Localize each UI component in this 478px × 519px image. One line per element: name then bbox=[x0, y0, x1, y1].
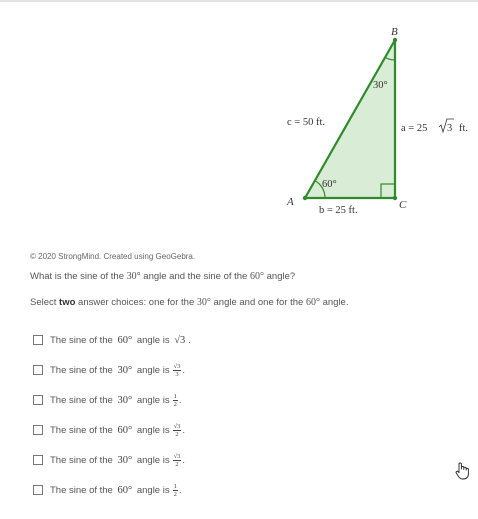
side-c-label: c = 50 ft. bbox=[287, 117, 325, 128]
vertex-c-label: C bbox=[399, 199, 407, 211]
choice-2-angle: 30° bbox=[117, 364, 133, 376]
instruction-text bbox=[30, 297, 348, 308]
choice-1-mid: angle is bbox=[136, 334, 170, 346]
choice-4-numerator: √3 bbox=[173, 422, 181, 430]
choice-2-fraction bbox=[173, 363, 182, 378]
choice-6-numerator: 1 bbox=[173, 482, 177, 490]
vertex-c-point bbox=[393, 196, 397, 200]
choice-3-denominator: 2 bbox=[173, 400, 177, 408]
choice-5-denominator: 2 bbox=[175, 460, 179, 468]
hand-pointer-icon bbox=[455, 462, 469, 480]
vertex-a-point bbox=[303, 196, 307, 200]
vertex-b-label: B bbox=[391, 26, 398, 38]
question-angle-30: 30° bbox=[126, 271, 141, 282]
side-a-label bbox=[401, 119, 468, 134]
choice-6-mid: angle is bbox=[136, 484, 170, 496]
checkbox-5[interactable] bbox=[33, 455, 43, 465]
choice-1-prefix: The sine of the bbox=[50, 334, 113, 346]
choice-4-angle: 60° bbox=[117, 424, 133, 436]
choice-2-numerator: √3 bbox=[173, 362, 181, 370]
instruction-part-4: angle. bbox=[319, 297, 349, 308]
checkbox-2[interactable] bbox=[33, 365, 43, 375]
question-text bbox=[30, 271, 295, 282]
question-angle-60: 60° bbox=[249, 271, 264, 282]
choice-1-value: √3 bbox=[174, 334, 186, 346]
choice-3-mid: angle is bbox=[136, 394, 170, 406]
choice-1-angle: 60° bbox=[117, 334, 133, 346]
choice-3-numerator: 1 bbox=[173, 392, 177, 400]
choice-5-mid: angle is bbox=[136, 454, 170, 466]
figure-credit: © 2020 StrongMind. Created using GeoGebra. bbox=[30, 252, 196, 261]
instruction-bold: two bbox=[59, 297, 76, 308]
choice-6-angle: 60° bbox=[117, 484, 133, 496]
checkbox-6[interactable] bbox=[33, 485, 43, 495]
choice-4-denominator: 2 bbox=[175, 430, 179, 438]
choice-2-prefix: The sine of the bbox=[50, 364, 113, 376]
side-b-label: b = 25 ft. bbox=[319, 205, 358, 216]
answer-choice-2[interactable]: The sine of the 30° angle is $\frac{√3}{3}$ . bbox=[33, 360, 185, 380]
checkbox-1[interactable] bbox=[33, 335, 43, 345]
answer-choice-1[interactable]: The sine of the 60° angle is √3 . bbox=[33, 330, 191, 350]
choice-6-fraction bbox=[173, 483, 178, 498]
question-part-1: What is the sine of the bbox=[30, 271, 127, 282]
side-a-radicand: 3 bbox=[447, 123, 453, 134]
answer-choice-6[interactable]: The sine of the 60° angle is $\frac{1}{2}$ . bbox=[33, 480, 181, 500]
choice-5-numerator: √3 bbox=[173, 452, 181, 460]
choice-4-fraction bbox=[173, 423, 182, 438]
triangle-figure bbox=[0, 0, 478, 250]
instruction-part-1: Select bbox=[30, 297, 60, 308]
instruction-part-2: answer choices: one for the bbox=[75, 297, 197, 308]
vertex-a-label: A bbox=[287, 196, 294, 208]
answer-choice-4[interactable]: The sine of the 60° angle is $\frac{√3}{2}$ . bbox=[33, 420, 185, 440]
choice-4-mid: angle is bbox=[136, 424, 170, 436]
choice-4-prefix: The sine of the bbox=[50, 424, 113, 436]
instruction-angle-60: 60° bbox=[305, 297, 320, 308]
choice-3-prefix: The sine of the bbox=[50, 394, 113, 406]
vertex-b-point bbox=[393, 38, 397, 42]
choice-3-angle: 30° bbox=[117, 394, 133, 406]
choice-6-denominator: 2 bbox=[173, 490, 177, 498]
choice-5-angle: 30° bbox=[117, 454, 133, 466]
question-part-3: angle? bbox=[263, 271, 296, 282]
choice-3-fraction bbox=[173, 393, 178, 408]
side-a-prefix: a = 25 bbox=[401, 123, 428, 134]
answer-choice-5[interactable]: The sine of the 30° angle is $\frac{√3}{2}$ . bbox=[33, 450, 185, 470]
checkbox-4[interactable] bbox=[33, 425, 43, 435]
angle-b-label: 30° bbox=[373, 80, 388, 91]
instruction-angle-30: 30° bbox=[196, 297, 211, 308]
question-part-2: angle and the sine of the bbox=[140, 271, 250, 282]
choice-2-mid: angle is bbox=[136, 364, 170, 376]
checkbox-3[interactable] bbox=[33, 395, 43, 405]
angle-a-label: 60° bbox=[322, 179, 337, 190]
choice-5-prefix: The sine of the bbox=[50, 454, 113, 466]
answer-choice-3[interactable]: The sine of the 30° angle is $\frac{1}{2}$ . bbox=[33, 390, 181, 410]
choice-5-fraction bbox=[173, 453, 182, 468]
instruction-part-3: angle and one for the bbox=[210, 297, 306, 308]
side-a-unit: ft. bbox=[459, 123, 469, 134]
choice-6-prefix: The sine of the bbox=[50, 484, 113, 496]
choice-2-denominator: 3 bbox=[175, 370, 179, 378]
